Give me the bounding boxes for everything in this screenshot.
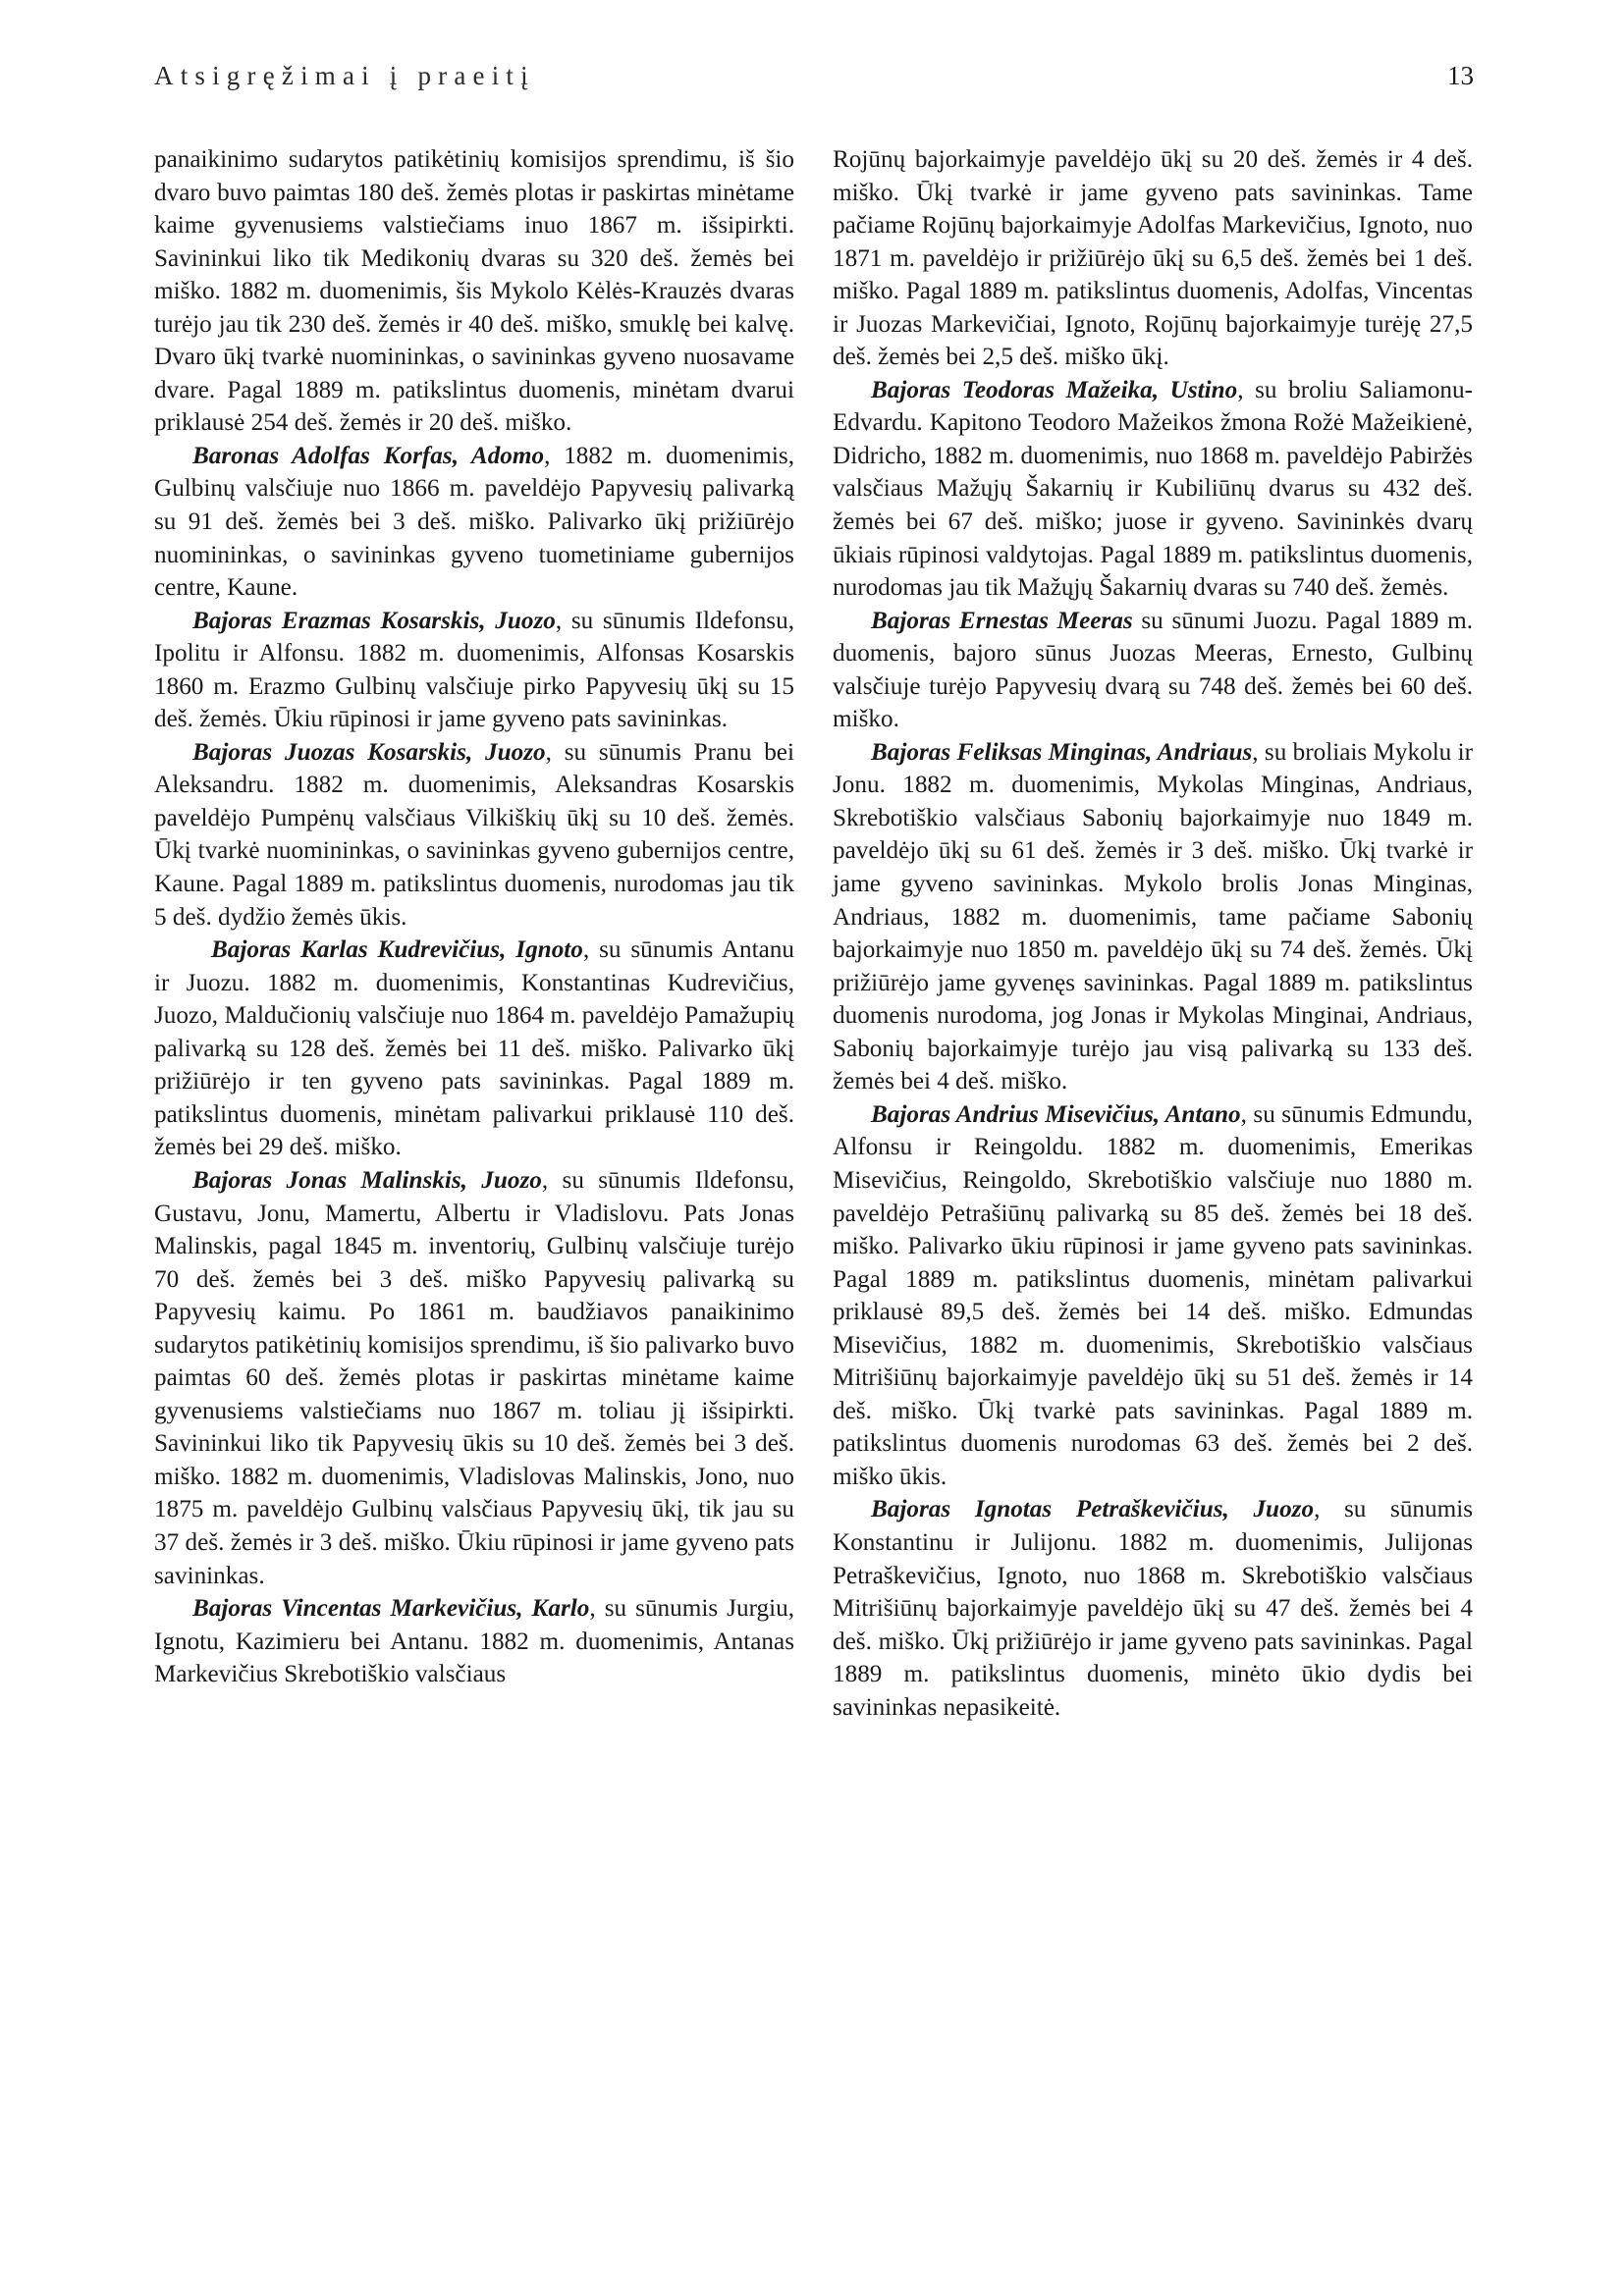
right-column <box>833 143 1473 1724</box>
person-name: Bajoras Vincentas Markevičius, Karlo <box>192 1595 590 1623</box>
paragraph <box>154 934 794 1164</box>
paragraph-text: , su sūnumis Ildefonsu, Gustavu, Jonu, Mamertu, Albertu ir Vladislovu. Pats Jonas Malinskis, pagal 1845 m. inventorių, Gulbinų valsčiuje turėjo 70 deš. žemės bei 3 deš. miško Papyvesių palivarką su Papyvesių kaimu. Po 1861 m. baudžiavos panaikinimo sudarytos patikėtinių komisijos sprendimu, iš šio palivarko buvo paimtas 60 deš. žemės plotas ir paskirtas minėtame kaime gyvenusiems valstiečiams nuo 1867 m. toliau jį išsipirkti. Savininkui liko tik Papyvesių ūkis su 10 deš. žemės bei 3 deš. miško. 1882 m. duomenimis, Vladislovas Malinskis, Jono, nuo 1875 m. paveldėjo Gulbinų valsčiaus Papyvesių ūkį, tik jau su 37 deš. žemės ir 3 deš. miško. Ūkiu rūpinosi ir jame gyveno pats savininkas. <box>154 1166 794 1589</box>
paragraph-text: , su sūnumis Pranu bei Aleksandru. 1882 m. duomenimis, Aleksandras Kosarskis paveldėjo Pumpėnų valsčiaus Vilkiškių ūkį su 10 deš. žemės. Ūkį tvarkė nuomininkas, o savininkas gyveno gubernijos centre, Kaune. Pagal 1889 m. patikslintus duomenis, nurodomas jau tik 5 deš. dydžio žemės ūkis. <box>154 738 794 931</box>
person-name: Bajoras Karlas Kudrevičius, Ignoto <box>211 936 583 964</box>
person-name: Bajoras Feliksas Minginas, Andriaus <box>871 738 1253 766</box>
paragraph <box>833 736 1473 1098</box>
paragraph-text: panaikinimo sudarytos patikėtinių komisijos sprendimu, iš šio dvaro buvo paimtas 180 deš. žemės plotas ir paskirtas minėtame kaime gyvenusiems valstiečiams inuo 1867 m. išsipirkti. Savininkui liko tik Medikonių dvaras su 320 deš. žemės bei miško. 1882 m. duomenimis, šis Mykolo Kėlės-Krauzės dvaras turėjo jau tik 230 deš. žemės ir 40 deš. miško, smuklę bei kalvę. Dvaro ūkį tvarkė nuomininkas, o savininkas gyveno nuosavame dvare. Pagal 1889 m. patikslintus duomenis, minėtam dvarui priklausė 254 deš. žemės ir 20 deš. miško. <box>154 146 794 437</box>
paragraph-text: , su sūnumis Jurgiu, Ignotu, Kazimieru bei Antanu. 1882 m. duomenimis, Antanas Markevičius Skrebotiškio valsčiaus <box>154 1595 794 1688</box>
person-name: Bajoras Andrius Misevičius, Antano <box>871 1100 1241 1128</box>
person-name: Bajoras Ignotas Petraškevičius, Juozo <box>871 1496 1315 1523</box>
paragraph-text: Rojūnų bajorkaimyje paveldėjo ūkį su 20 deš. žemės ir 4 deš. miško. Ūkį tvarkė ir jame gyveno pats savininkas. Tame pačiame Rojūnų bajorkaimyje Adolfas Markevičius, Ignoto, nuo 1871 m. paveldėjo ir prižiūrėjo ūkį su 6,5 deš. žemės bei 1 deš. miško. Pagal 1889 m. patikslintus duomenis, Adolfas, Vincentas ir Juozas Markevičiai, Ignoto, Rojūnų bajorkaimyje turėję 27,5 deš. žemės bei 2,5 deš. miško ūkį. <box>833 146 1473 371</box>
paragraph <box>154 1164 794 1592</box>
paragraph <box>154 605 794 736</box>
paragraph <box>154 736 794 934</box>
paragraph <box>154 143 794 440</box>
person-name: Bajoras Ernestas Meeras <box>871 607 1133 634</box>
paragraph <box>833 143 1473 374</box>
person-name: Bajoras Juozas Kosarskis, Juozo <box>192 738 546 766</box>
paragraph-text: , 1882 m. duomenimis, Gulbinų valsčiuje nuo 1866 m. paveldėjo Papyvesių palivarką su 91 deš. žemės bei 3 deš. miško. Palivarko ūkį prižiūrėjo nuomininkas, o savininkas gyveno tuometiniame gubernijos centre, Kaune. <box>154 442 794 602</box>
left-column <box>154 143 794 1691</box>
person-name: Bajoras Jonas Malinskis, Juozo <box>192 1166 542 1194</box>
person-name: Bajoras Teodoras Mažeika, Ustino <box>871 376 1238 403</box>
paragraph-text: , su broliu Saliamonu-Edvardu. Kapitono Teodoro Mažeikos žmona Rožė Mažeikienė, Didricho, 1882 m. duomenimis, nuo 1868 m. paveldėjo Pabiržės valsčiaus Mažųjų Šakarnių ir Kubiliūnų dvarus su 432 deš. žemės bei 67 deš. miško; juose ir gyveno. Savininkės dvarų ūkiais rūpinosi valdytojas. Pagal 1889 m. patikslintus duomenis, nurodomas jau tik Mažųjų Šakarnių dvaras su 740 deš. žemės. <box>833 376 1473 602</box>
paragraph-text: su sūnumi Juozu. Pagal 1889 m. duomenis, bajoro sūnus Juozas Meeras, Ernesto, Gulbinų valsčiuje turėjo Papyvesių dvarą su 748 deš. žemės bei 60 deš. miško. <box>833 607 1473 733</box>
person-name: Baronas Adolfas Korfas, Adomo <box>192 442 545 469</box>
paragraph-text: , su sūnumis Edmundu, Alfonsu ir Reingoldu. 1882 m. duomenimis, Emerikas Misevičius, Reingoldo, Skrebotiškio valsčiuje nuo 1880 m. paveldėjo Petrašiūnų palivarką su 85 deš. žemės bei 18 deš. miško. Palivarko ūkiu rūpinosi ir jame gyveno pats savininkas. Pagal 1889 m. patikslintus duomenis, minėtam palivarkui priklausė 89,5 deš. žemės bei 14 deš. miško. Edmundas Misevičius, 1882 m. duomenimis, Skrebotiškio valsčiaus Mitrišiūnų bajorkaimyje paveldėjo ūkį su 51 deš. žemės ir 14 deš. miško. Ūkį tvarkė pats savininkas. Pagal 1889 m. patikslintus duomenis nurodomas 63 deš. žemės bei 2 deš. miško ūkis. <box>833 1100 1473 1490</box>
paragraph <box>833 605 1473 736</box>
paragraph <box>833 1493 1473 1724</box>
paragraph-text: , su sūnumis Konstantinu ir Julijonu. 1882 m. duomenimis, Julijonas Petraškevičius, Ignoto, nuo 1868 m. Skrebotiškio valsčiaus Mitrišiūnų bajorkaimyje paveldėjo ūkį su 47 deš. žemės bei 4 deš. miško. Ūkį prižiūrėjo ir jame gyveno pats savininkas. Pagal 1889 m. patikslintus duomenis, minėto ūkio dydis bei savininkas nepasikeitė. <box>833 1496 1473 1721</box>
paragraph-text: , su sūnumis Antanu ir Juozu. 1882 m. duomenimis, Konstantinas Kudrevičius, Juozo, Maldučionių valsčiuje nuo 1864 m. paveldėjo Pamažupių palivarką su 128 deš. žemės bei 11 deš. miško. Palivarko ūkį prižiūrėjo ir ten gyveno pats savininkas. Pagal 1889 m. patikslintus duomenis, minėtam palivarkui priklausė 110 deš. žemės bei 29 deš. miško. <box>154 936 794 1161</box>
running-head: Atsigręžimai į praeitį <box>154 61 535 90</box>
paragraph-text: , su sūnumis Ildefonsu, Ipolitu ir Alfonsu. 1882 m. duomenimis, Alfonsas Kosarskis 1860 m. Erazmo Gulbinų valsčiuje pirko Papyvesių ūkį su 15 deš. žemės. Ūkiu rūpinosi ir jame gyveno pats savininkas. <box>154 607 795 733</box>
paragraph <box>154 440 794 605</box>
paragraph <box>154 1592 794 1691</box>
paragraph-text: , su broliais Mykolu ir Jonu. 1882 m. duomenimis, Mykolas Minginas, Andriaus, Skrebotiškio valsčiaus Sabonių bajorkaimyje nuo 1849 m. paveldėjo ūkį su 61 deš. žemės ir 3 deš. miško. Ūkį tvarkė ir jame gyveno savininkas. Mykolo brolis Jonas Minginas, Andriaus, 1882 m. duomenimis, tame pačiame Sabonių bajorkaimyje nuo 1850 m. paveldėjo ūkį su 74 deš. žemės. Ūkį prižiūrėjo jame gyvenęs savininkas. Pagal 1889 m. patikslintus duomenis nurodoma, jog Jonas ir Mykolas Minginai, Andriaus, Sabonių bajorkaimyje turėjo jau visą palivarką su 133 deš. žemės bei 4 deš. miško. <box>833 738 1473 1095</box>
page-number: 13 <box>1447 61 1474 90</box>
person-name: Bajoras Erazmas Kosarskis, Juozo <box>192 607 556 634</box>
paragraph <box>833 374 1473 605</box>
paragraph <box>833 1098 1473 1494</box>
